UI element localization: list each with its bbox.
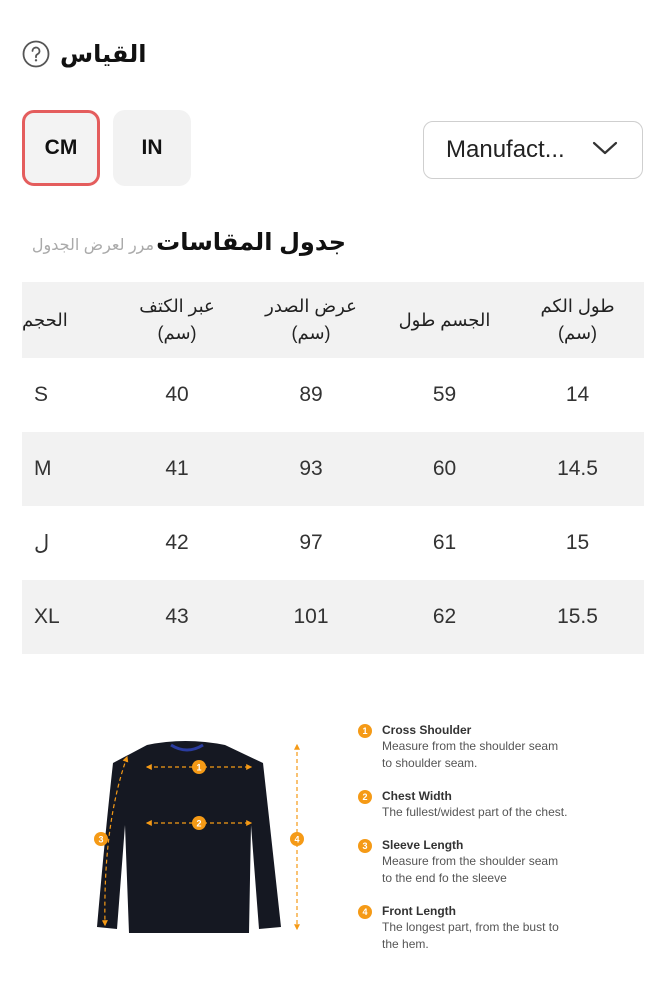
dropdown-value: Manufact... [446,136,565,163]
cell-size: XL [34,605,60,628]
cell-sleeve: 15 [565,531,590,554]
svg-text:3: 3 [98,834,104,845]
legend-item [358,788,618,821]
cell-shoulder: 41 [165,457,189,480]
table-row [22,506,644,580]
svg-text:2: 2 [196,818,202,829]
size-table [22,282,644,654]
cell-size: ل [34,531,50,555]
svg-text:1: 1 [196,762,202,773]
legend-number: 4 [358,905,372,919]
legend-desc: Measure from the shoulder seam [382,854,559,868]
table-row [22,580,644,654]
size-standard-dropdown[interactable] [423,121,643,179]
unit-in-button[interactable]: IN [113,110,191,186]
header-size: الحجم [22,309,68,330]
legend-desc: to the end fo the sleeve [382,871,507,885]
cell-size: M [34,457,52,480]
unit-cm-button[interactable]: CM [22,110,100,186]
table-header-row [22,282,644,358]
marker-1 [192,760,206,774]
table-row [22,432,644,506]
marker-3 [94,832,108,846]
legend-number: 1 [358,724,372,738]
cell-length: 60 [432,457,457,480]
size-chart-heading [32,228,346,257]
cell-sleeve: 14 [565,383,590,406]
cell-length: 59 [432,383,457,406]
marker-2 [192,816,206,830]
legend-desc: the hem. [382,937,429,951]
size-header [22,36,146,72]
question-circle-icon[interactable] [22,40,50,68]
cell-length: 62 [432,605,457,628]
cell-sleeve: 15.5 [557,605,598,628]
sweater-measurement-diagram [85,715,315,945]
cell-length: 61 [432,531,457,554]
cell-sleeve: 14.5 [557,457,598,480]
legend-desc: Measure from the shoulder seam [382,739,559,753]
svg-text:4: 4 [294,834,300,845]
legend-number: 2 [358,790,372,804]
legend-desc: The fullest/widest part of the chest. [382,805,568,819]
page-title: القياس [60,40,147,68]
legend-desc: to shoulder seam. [382,756,478,770]
legend-title: Chest Width [382,789,452,803]
header-sleeve: طول الكم (سم) [540,296,615,343]
chevron-down-icon [592,140,618,161]
header-shoulder: عبر الكتف (سم) [139,296,215,343]
cell-size: S [34,383,49,406]
cell-chest: 97 [299,531,323,554]
cell-chest: 89 [299,383,323,406]
legend-title: Front Length [382,904,456,918]
legend-desc: The longest part, from the bust to [382,920,559,934]
header-chest: عرض الصدر (سم) [265,296,357,343]
legend-item [358,722,618,772]
legend-item [358,837,618,887]
size-chart-title: جدول المقاسات [156,229,346,256]
legend-number: 3 [358,839,372,853]
cell-chest: 101 [293,605,329,628]
legend-title: Cross Shoulder [382,723,472,737]
legend-item [358,903,618,953]
cell-shoulder: 43 [165,605,189,628]
sweater-illustration [97,741,281,933]
header-body-length: الجسم طول [398,309,491,330]
table-row [22,358,644,432]
scroll-hint: مرر لعرض الجدول [31,237,155,254]
cell-chest: 93 [299,457,323,480]
cell-shoulder: 40 [165,383,189,406]
marker-4 [290,832,304,846]
legend-title: Sleeve Length [382,838,464,852]
cell-shoulder: 42 [165,531,189,554]
measurement-legend [358,722,618,969]
